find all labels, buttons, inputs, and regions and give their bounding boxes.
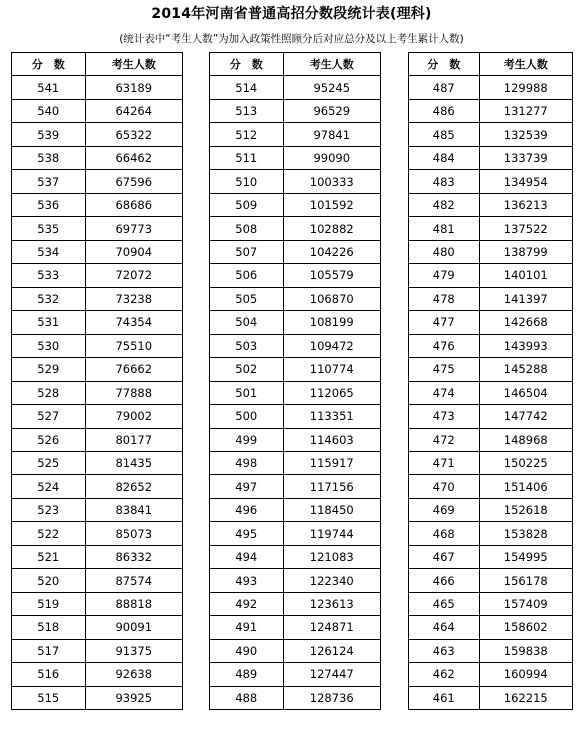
count-cell: 92638 xyxy=(85,663,182,686)
table-row xyxy=(210,217,381,240)
table-row xyxy=(210,405,381,428)
count-cell: 128736 xyxy=(283,686,380,709)
count-cell: 137522 xyxy=(479,217,572,240)
score-cell: 470 xyxy=(409,475,480,498)
score-cell: 516 xyxy=(12,663,86,686)
score-cell: 515 xyxy=(12,686,86,709)
score-cell: 511 xyxy=(210,146,284,169)
table-row xyxy=(12,264,183,287)
score-cell: 508 xyxy=(210,217,284,240)
table-row xyxy=(409,592,573,615)
count-cell: 70904 xyxy=(85,240,182,263)
score-cell: 498 xyxy=(210,451,284,474)
count-cell: 86332 xyxy=(85,545,182,568)
count-cell: 100333 xyxy=(283,170,380,193)
count-cell: 162215 xyxy=(479,686,572,709)
count-cell: 160994 xyxy=(479,663,572,686)
table-row xyxy=(12,569,183,592)
score-cell: 509 xyxy=(210,193,284,216)
table-row xyxy=(210,639,381,662)
table-row xyxy=(210,264,381,287)
table-row xyxy=(12,217,183,240)
table-row xyxy=(409,287,573,310)
count-cell: 65322 xyxy=(85,123,182,146)
count-cell: 158602 xyxy=(479,616,572,639)
score-cell: 507 xyxy=(210,240,284,263)
score-cell: 465 xyxy=(409,592,480,615)
score-cell: 471 xyxy=(409,451,480,474)
count-cell: 132539 xyxy=(479,123,572,146)
score-cell: 478 xyxy=(409,287,480,310)
score-cell: 521 xyxy=(12,545,86,568)
score-cell: 534 xyxy=(12,240,86,263)
score-cell: 476 xyxy=(409,334,480,357)
table-row xyxy=(409,264,573,287)
count-cell: 74354 xyxy=(85,311,182,334)
count-cell: 91375 xyxy=(85,639,182,662)
score-column-header: 分 数 xyxy=(12,53,86,76)
count-cell: 106870 xyxy=(283,287,380,310)
score-cell: 519 xyxy=(12,592,86,615)
score-cell: 469 xyxy=(409,498,480,521)
count-cell: 115917 xyxy=(283,451,380,474)
score-cell: 517 xyxy=(12,639,86,662)
count-cell: 113351 xyxy=(283,405,380,428)
table-row xyxy=(409,451,573,474)
score-cell: 495 xyxy=(210,522,284,545)
score-cell: 474 xyxy=(409,381,480,404)
count-cell: 88818 xyxy=(85,592,182,615)
score-cell: 497 xyxy=(210,475,284,498)
score-cell: 483 xyxy=(409,170,480,193)
score-cell: 531 xyxy=(12,311,86,334)
count-cell: 126124 xyxy=(283,639,380,662)
score-cell: 480 xyxy=(409,240,480,263)
count-cell: 108199 xyxy=(283,311,380,334)
score-cell: 514 xyxy=(210,76,284,99)
table-row xyxy=(210,170,381,193)
count-cell: 148968 xyxy=(479,428,572,451)
score-cell: 505 xyxy=(210,287,284,310)
table-row xyxy=(409,334,573,357)
score-cell: 501 xyxy=(210,381,284,404)
table-row xyxy=(12,123,183,146)
table-row xyxy=(210,451,381,474)
count-cell: 146504 xyxy=(479,381,572,404)
count-column-header: 考生人数 xyxy=(479,53,572,76)
table-row xyxy=(210,475,381,498)
count-cell: 117156 xyxy=(283,475,380,498)
score-column-header: 分 数 xyxy=(409,53,480,76)
score-table-1 xyxy=(11,52,183,710)
score-cell: 487 xyxy=(409,76,480,99)
count-cell: 67596 xyxy=(85,170,182,193)
table-row xyxy=(12,358,183,381)
table-row xyxy=(12,146,183,169)
score-cell: 488 xyxy=(210,686,284,709)
count-cell: 157409 xyxy=(479,592,572,615)
count-cell: 112065 xyxy=(283,381,380,404)
table-row xyxy=(210,99,381,122)
score-cell: 490 xyxy=(210,639,284,662)
table-row xyxy=(12,428,183,451)
score-cell: 535 xyxy=(12,217,86,240)
table-row xyxy=(409,522,573,545)
table-row xyxy=(409,498,573,521)
score-cell: 489 xyxy=(210,663,284,686)
table-row xyxy=(12,475,183,498)
score-cell: 502 xyxy=(210,358,284,381)
score-cell: 496 xyxy=(210,498,284,521)
count-cell: 145288 xyxy=(479,358,572,381)
score-cell: 539 xyxy=(12,123,86,146)
count-cell: 63189 xyxy=(85,76,182,99)
count-cell: 119744 xyxy=(283,522,380,545)
score-cell: 462 xyxy=(409,663,480,686)
table-row xyxy=(210,522,381,545)
count-cell: 90091 xyxy=(85,616,182,639)
count-cell: 150225 xyxy=(479,451,572,474)
table-header-row xyxy=(210,53,381,76)
score-cell: 506 xyxy=(210,264,284,287)
table-row xyxy=(409,381,573,404)
table-row xyxy=(12,686,183,709)
count-cell: 82652 xyxy=(85,475,182,498)
table-row xyxy=(12,663,183,686)
score-cell: 472 xyxy=(409,428,480,451)
count-cell: 79002 xyxy=(85,405,182,428)
score-cell: 510 xyxy=(210,170,284,193)
table-row xyxy=(210,569,381,592)
score-cell: 461 xyxy=(409,686,480,709)
score-table-3 xyxy=(408,52,573,710)
table-row xyxy=(409,639,573,662)
count-column-header: 考生人数 xyxy=(283,53,380,76)
count-cell: 136213 xyxy=(479,193,572,216)
table-row xyxy=(12,76,183,99)
score-cell: 528 xyxy=(12,381,86,404)
count-cell: 72072 xyxy=(85,264,182,287)
table-row xyxy=(210,663,381,686)
count-cell: 101592 xyxy=(283,193,380,216)
table-row xyxy=(210,358,381,381)
score-cell: 473 xyxy=(409,405,480,428)
table-row xyxy=(210,616,381,639)
table-row xyxy=(409,123,573,146)
count-cell: 76662 xyxy=(85,358,182,381)
score-cell: 532 xyxy=(12,287,86,310)
table-row xyxy=(210,498,381,521)
table-row xyxy=(210,287,381,310)
table-row xyxy=(12,381,183,404)
table-row xyxy=(12,240,183,263)
count-cell: 141397 xyxy=(479,287,572,310)
count-cell: 66462 xyxy=(85,146,182,169)
page-subtitle: (统计表中“考生人数”为加入政策性照顾分后对应总分及以上考生累计人数) xyxy=(119,33,464,45)
table-row xyxy=(409,146,573,169)
table-row xyxy=(12,99,183,122)
count-cell: 143993 xyxy=(479,334,572,357)
count-cell: 124871 xyxy=(283,616,380,639)
table-row xyxy=(12,405,183,428)
count-cell: 122340 xyxy=(283,569,380,592)
count-cell: 109472 xyxy=(283,334,380,357)
score-cell: 512 xyxy=(210,123,284,146)
score-cell: 524 xyxy=(12,475,86,498)
table-row xyxy=(409,170,573,193)
table-row xyxy=(12,616,183,639)
score-cell: 466 xyxy=(409,569,480,592)
table-row xyxy=(210,146,381,169)
table-row xyxy=(12,545,183,568)
count-cell: 142668 xyxy=(479,311,572,334)
table-row xyxy=(12,287,183,310)
score-cell: 463 xyxy=(409,639,480,662)
count-cell: 154995 xyxy=(479,545,572,568)
count-cell: 152618 xyxy=(479,498,572,521)
score-cell: 533 xyxy=(12,264,86,287)
table-header-row xyxy=(409,53,573,76)
count-cell: 104226 xyxy=(283,240,380,263)
score-cell: 536 xyxy=(12,193,86,216)
table-row xyxy=(12,334,183,357)
score-cell: 500 xyxy=(210,405,284,428)
score-cell: 526 xyxy=(12,428,86,451)
table-row xyxy=(210,240,381,263)
count-cell: 121083 xyxy=(283,545,380,568)
score-cell: 518 xyxy=(12,616,86,639)
score-cell: 499 xyxy=(210,428,284,451)
table-row xyxy=(210,686,381,709)
count-cell: 110774 xyxy=(283,358,380,381)
score-cell: 464 xyxy=(409,616,480,639)
count-column-header: 考生人数 xyxy=(85,53,182,76)
table-row xyxy=(210,76,381,99)
score-cell: 523 xyxy=(12,498,86,521)
table-row xyxy=(409,405,573,428)
score-cell: 538 xyxy=(12,146,86,169)
score-cell: 482 xyxy=(409,193,480,216)
score-table-2 xyxy=(209,52,381,710)
score-column-header: 分 数 xyxy=(210,53,284,76)
count-cell: 80177 xyxy=(85,428,182,451)
score-cell: 491 xyxy=(210,616,284,639)
count-cell: 127447 xyxy=(283,663,380,686)
table-row xyxy=(210,592,381,615)
score-cell: 525 xyxy=(12,451,86,474)
count-cell: 69773 xyxy=(85,217,182,240)
table-row xyxy=(210,545,381,568)
score-cell: 522 xyxy=(12,522,86,545)
score-cell: 520 xyxy=(12,569,86,592)
count-cell: 75510 xyxy=(85,334,182,357)
score-cell: 492 xyxy=(210,592,284,615)
count-cell: 99090 xyxy=(283,146,380,169)
table-row xyxy=(12,451,183,474)
table-row xyxy=(210,123,381,146)
table-row xyxy=(210,428,381,451)
count-cell: 123613 xyxy=(283,592,380,615)
table-row xyxy=(409,76,573,99)
table-row xyxy=(409,616,573,639)
score-cell: 540 xyxy=(12,99,86,122)
score-cell: 484 xyxy=(409,146,480,169)
count-cell: 133739 xyxy=(479,146,572,169)
score-cell: 494 xyxy=(210,545,284,568)
table-row xyxy=(12,170,183,193)
table-row xyxy=(409,358,573,381)
count-cell: 93925 xyxy=(85,686,182,709)
count-cell: 83841 xyxy=(85,498,182,521)
table-row xyxy=(12,522,183,545)
count-cell: 134954 xyxy=(479,170,572,193)
count-cell: 118450 xyxy=(283,498,380,521)
score-cell: 467 xyxy=(409,545,480,568)
table-row xyxy=(12,498,183,521)
count-cell: 131277 xyxy=(479,99,572,122)
table-row xyxy=(409,311,573,334)
score-cell: 485 xyxy=(409,123,480,146)
count-cell: 140101 xyxy=(479,264,572,287)
count-cell: 156178 xyxy=(479,569,572,592)
table-header-row xyxy=(12,53,183,76)
table-row xyxy=(409,545,573,568)
count-cell: 129988 xyxy=(479,76,572,99)
table-row xyxy=(409,663,573,686)
table-row xyxy=(210,381,381,404)
table-row xyxy=(210,334,381,357)
table-row xyxy=(210,193,381,216)
count-cell: 73238 xyxy=(85,287,182,310)
score-cell: 504 xyxy=(210,311,284,334)
score-cell: 468 xyxy=(409,522,480,545)
table-row xyxy=(409,99,573,122)
score-cell: 541 xyxy=(12,76,86,99)
table-row xyxy=(210,311,381,334)
score-cell: 527 xyxy=(12,405,86,428)
table-row xyxy=(12,592,183,615)
count-cell: 96529 xyxy=(283,99,380,122)
score-cell: 477 xyxy=(409,311,480,334)
score-cell: 529 xyxy=(12,358,86,381)
table-row xyxy=(409,475,573,498)
count-cell: 138799 xyxy=(479,240,572,263)
score-cell: 513 xyxy=(210,99,284,122)
score-cell: 493 xyxy=(210,569,284,592)
count-cell: 97841 xyxy=(283,123,380,146)
count-cell: 85073 xyxy=(85,522,182,545)
count-cell: 81435 xyxy=(85,451,182,474)
table-row xyxy=(409,240,573,263)
count-cell: 105579 xyxy=(283,264,380,287)
score-cell: 530 xyxy=(12,334,86,357)
table-row xyxy=(409,217,573,240)
count-cell: 153828 xyxy=(479,522,572,545)
table-row xyxy=(12,639,183,662)
count-cell: 64264 xyxy=(85,99,182,122)
table-row xyxy=(409,569,573,592)
table-row xyxy=(409,193,573,216)
table-row xyxy=(12,311,183,334)
count-cell: 102882 xyxy=(283,217,380,240)
score-cell: 503 xyxy=(210,334,284,357)
count-cell: 147742 xyxy=(479,405,572,428)
score-cell: 481 xyxy=(409,217,480,240)
score-cell: 537 xyxy=(12,170,86,193)
table-row xyxy=(409,686,573,709)
table-row xyxy=(12,193,183,216)
score-cell: 486 xyxy=(409,99,480,122)
table-row xyxy=(409,428,573,451)
score-cell: 475 xyxy=(409,358,480,381)
score-cell: 479 xyxy=(409,264,480,287)
count-cell: 151406 xyxy=(479,475,572,498)
count-cell: 114603 xyxy=(283,428,380,451)
count-cell: 87574 xyxy=(85,569,182,592)
count-cell: 77888 xyxy=(85,381,182,404)
page-title: 2014年河南省普通高招分数段统计表(理科) xyxy=(151,6,432,22)
count-cell: 159838 xyxy=(479,639,572,662)
count-cell: 95245 xyxy=(283,76,380,99)
count-cell: 68686 xyxy=(85,193,182,216)
